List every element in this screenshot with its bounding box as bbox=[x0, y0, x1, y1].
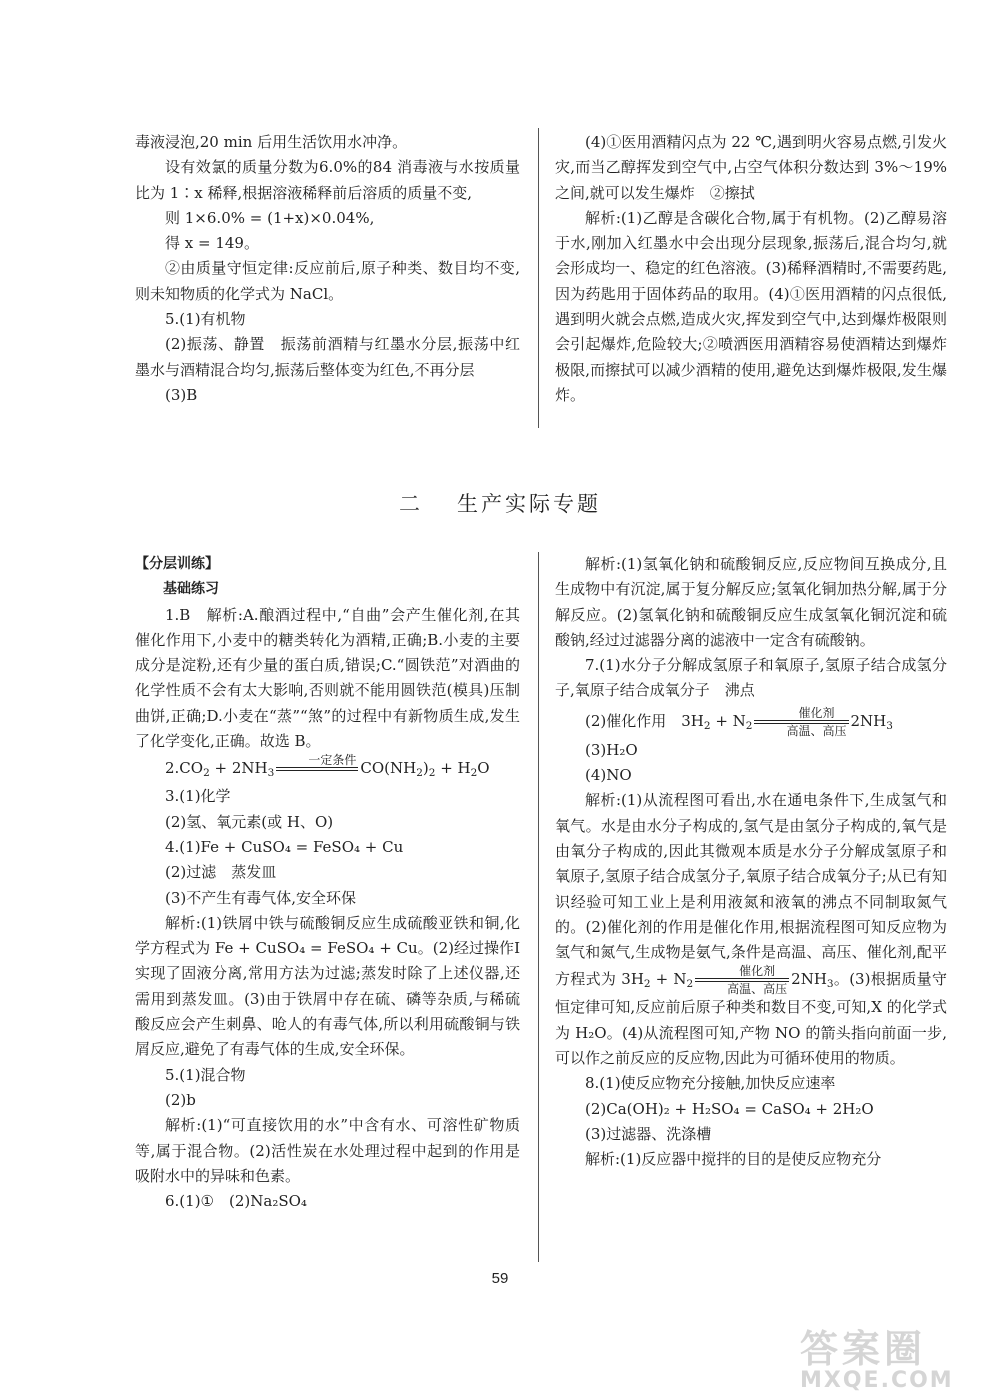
answer-line: (4)NO bbox=[585, 766, 632, 785]
analysis-paragraph: 解析:(1)从流程图可看出,水在通电条件下,生成氢气和氧气。水是由水分子构成的,氢气是由氢分子构成的,氧气是由氧分子构成的,因此其微观本质是水分子分解成氢原子和氧原子,氢原子结合成氢分子,氧原子结合成氧分子;从已有知识经验可知工业上是利用液氮和液氧的沸点不同制取氮气的。(2)催化剂的作用是催化作用,根据流程图可知反应物为氢气和氮气,生成物是氨气,条件是高温、高压、催化剂,配平方程式为 $3H_2 + N_2$ 催化剂 高温、高压 $2NH_3$。(3)根据质量守恒定律可知,反应前后原子种类和数目不变,可知,X 的化学式为 H₂O。(4)从流程图可知,产物 NO 的箭头指向前面一步,可以作之前反应的反应物,因此为可循环使用的物质。 bbox=[555, 791, 947, 1068]
answer-line: (3)H₂O bbox=[585, 740, 638, 759]
question-1: 1.B 解析:A.酿酒过程中,“自曲”会产生催化剂,在其催化作用下,小麦中的糖类转化为酒精,正确;B.小麦的主要成分是淀粉,还有少量的蛋白质,错误;C.“圆铁范”对酒曲的化学性质不会有太大影响,否则就不能用圆铁范(模具)压制曲饼,正确;D.小麦在“蒸”“煞”的过程中有新物质生成,发生了化学变化,正确。故选 B。 bbox=[135, 605, 520, 751]
watermark-url: MXQE.COM bbox=[800, 1368, 954, 1393]
answer-line: 8.(1)使反应物充分接触,加快反应速率 bbox=[585, 1074, 836, 1093]
reaction-condition bbox=[276, 754, 358, 784]
answer-line: 3.(1)化学 bbox=[165, 787, 231, 806]
equation-line: 则 1×6.0% = (1+x)×0.04%, bbox=[165, 208, 375, 227]
reaction-condition: 催化剂 高温、高压 bbox=[754, 707, 848, 737]
section-number: 二 bbox=[399, 492, 423, 516]
answer-line: (2)过滤 蒸发皿 bbox=[165, 863, 277, 882]
text-line: 毒液浸泡,20 min 后用生活饮用水冲净。 bbox=[135, 133, 408, 151]
question-2: $2.CO_2 + 2NH_3$ 一定条件 $CO(NH_2)_2 + H_2O$ bbox=[135, 754, 520, 784]
answer-line: (2)Ca(OH)₂ + H₂SO₄ = CaSO₄ + 2H₂O bbox=[585, 1099, 874, 1118]
analysis-paragraph: 解析:(1)“可直接饮用的水”中含有水、可溶性矿物质等,属于混合物。(2)活性炭在水处理过程中起到的作用是吸附水中的异味和色素。 bbox=[135, 1116, 520, 1185]
answer-line: (3)B bbox=[165, 385, 198, 404]
watermark-logo bbox=[800, 1327, 964, 1393]
column-divider bbox=[538, 128, 539, 428]
section-title bbox=[0, 488, 1000, 518]
text-paragraph: (4)①医用酒精闪点为 22 ℃,遇到明火容易点燃,引发火灾,而当乙醇挥发到空气中,占空气体积分数达到 3%～19%之间,就可以发生爆炸 ②擦拭 bbox=[555, 133, 947, 202]
text-paragraph: ②由质量守恒定律:反应前后,原子种类、数目均不变,则未知物质的化学式为 NaCl。 bbox=[135, 259, 520, 303]
bottom-right-column bbox=[555, 552, 947, 1173]
equation-line: (2)催化作用 $3H_2 + N_2$ 催化剂 高温、高压 $2NH_3$ bbox=[585, 705, 893, 738]
text-paragraph: 设有效氯的质量分数为6.0%的84 消毒液与水按质量比为 1∶x 稀释,根据溶液稀释前后溶质的质量不变, bbox=[135, 158, 520, 202]
answer-line: 5.(1)混合物 bbox=[165, 1065, 246, 1084]
analysis-paragraph: 解析:(1)反应器中搅拌的目的是使反应物充分 bbox=[585, 1150, 882, 1169]
answer-line: (2)b bbox=[165, 1090, 196, 1109]
reaction-condition: 催化剂 高温、高压 bbox=[695, 965, 789, 995]
analysis-paragraph: 解析:(1)铁屑中铁与硫酸铜反应生成硫酸亚铁和铜,化学方程式为 Fe + CuSO₄ = FeSO₄ + Cu。(2)经过操作Ⅰ实现了固液分离,常用方法为过滤;蒸发时除了上述仪器,还需用到蒸发皿。(3)由于铁屑中存在硫、磷等杂质,与稀硫酸反应会产生刺鼻、呛人的有毒气体,所以利用硫酸铜与铁屑反应,避免了有毒气体的生成,安全环保。 bbox=[135, 913, 520, 1059]
answer-line: (3)不产生有毒气体,安全环保 bbox=[165, 888, 357, 907]
answer-line: 6.(1)① (2)Na₂SO₄ bbox=[165, 1192, 307, 1211]
top-left-column bbox=[135, 130, 520, 408]
answer-line: (3)过滤器、洗涤槽 bbox=[585, 1124, 712, 1143]
watermark-text: 答案圈 bbox=[800, 1327, 927, 1371]
answer-line: 4.(1)Fe + CuSO₄ = FeSO₄ + Cu bbox=[165, 837, 404, 856]
section-title-text: 生产实际专题 bbox=[457, 492, 601, 516]
bottom-left-column bbox=[135, 552, 520, 1214]
analysis-paragraph: 解析:(1)乙醇是含碳化合物,属于有机物。(2)乙醇易溶于水,刚加入红墨水中会出现分层现象,振荡后,混合均匀,就会形成均一、稳定的红色溶液。(3)稀释酒精时,不需要药匙,因为药匙用于固体药品的取用。(4)①医用酒精的闪点很低,遇到明火就会点燃,造成火灾,挥发到空气中,达到爆炸极限则会引起爆炸,危险较大;②喷洒医用酒精容易使酒精达到爆炸极限,而擦拭可以减少酒精的使用,避免达到爆炸极限,发生爆炸。 bbox=[555, 208, 947, 404]
text-paragraph: (2)振荡、静置 振荡前酒精与红墨水分层,振荡中红墨水与酒精混合均匀,振荡后整体变为红色,不再分层 bbox=[135, 335, 520, 379]
analysis-paragraph: 解析:(1)氢氧化钠和硫酸铜反应,反应物间互换成分,且生成物中有沉淀,属于复分解反应;氢氧化铜加热分解,属于分解反应。(2)氢氧化钠和硫酸铜反应生成氢氧化铜沉淀和硫酸钠,经过过滤器分离的滤液中一定含有硫酸钠。 bbox=[555, 555, 947, 649]
result-line: 得 x = 149。 bbox=[165, 234, 259, 253]
basic-practice-heading: 基础练习 bbox=[163, 581, 219, 598]
answer-line: 7.(1)水分子分解成氢原子和氧原子,氢原子结合成氢分子,氧原子结合成氧分子 沸点 bbox=[555, 656, 947, 700]
answer-line: (2)氢、氧元素(或 H、O) bbox=[165, 812, 334, 831]
column-divider bbox=[538, 552, 539, 1262]
answer-line: 5.(1)有机物 bbox=[165, 310, 246, 329]
page-number: 59 bbox=[491, 1270, 509, 1287]
condition-label: 一定条件 bbox=[308, 753, 357, 768]
practice-heading: 【分层训练】 bbox=[135, 556, 219, 572]
top-right-column bbox=[555, 130, 947, 408]
